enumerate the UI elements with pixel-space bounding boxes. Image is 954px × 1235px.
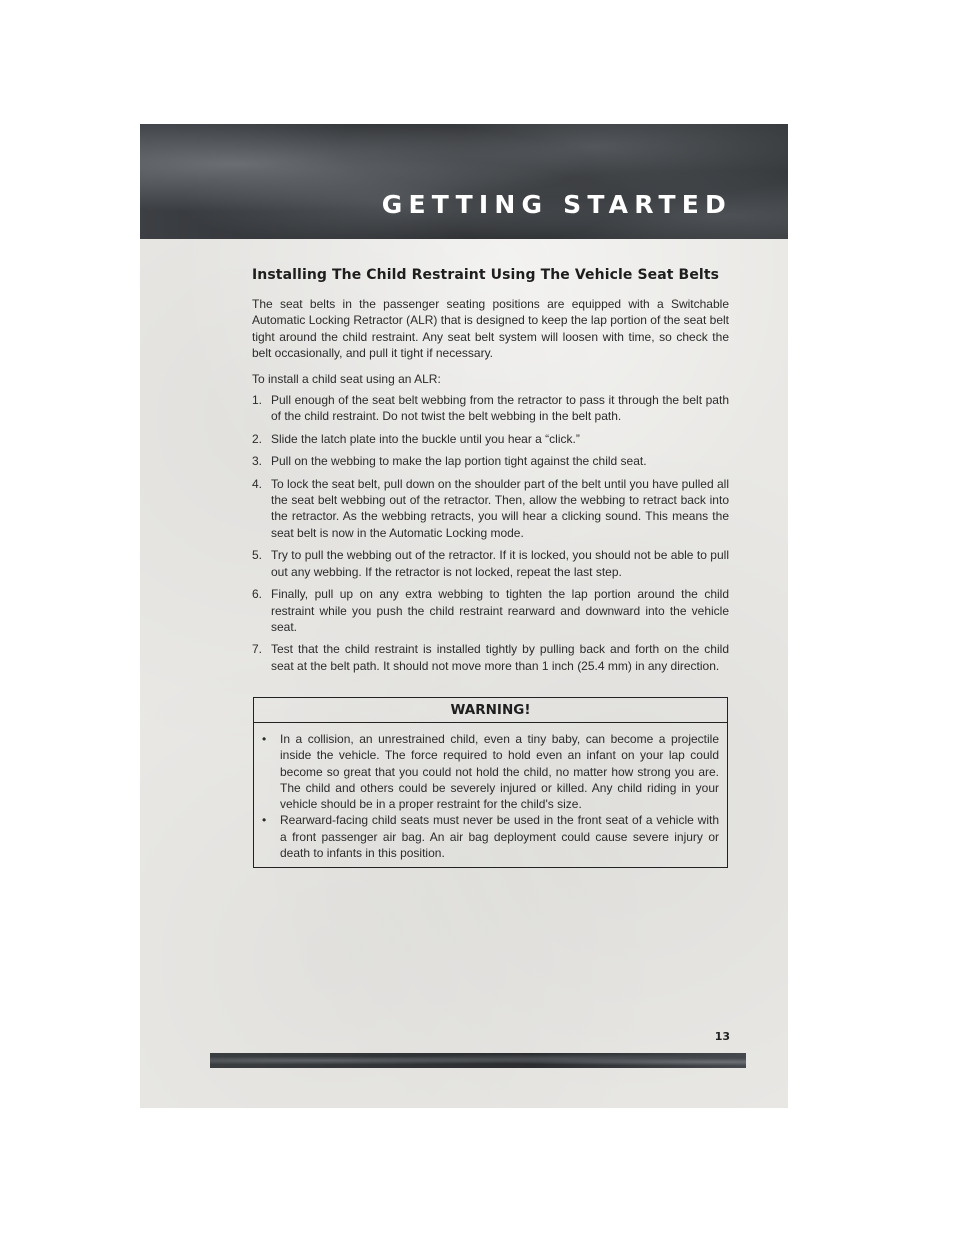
header-band (140, 124, 788, 239)
step-item (252, 392, 729, 425)
step-item (252, 586, 729, 635)
step-text: Pull on the webbing to make the lap portion tight against the child seat. (271, 454, 647, 469)
warning-list (262, 731, 719, 861)
step-item (252, 431, 729, 447)
lead-paragraph: The seat belts in the passenger seating positions are equipped with a Switchable Automatic Locking Retractor (ALR) that is designed to keep the lap portion of the seat belt tight around the child restraint. Any seat belt system will loosen with time, so check the belt occasionally, and pull it tight if necessary. (252, 297, 729, 361)
footer-band (210, 1053, 746, 1068)
step-number: 5. (252, 548, 263, 563)
warning-text: In a collision, an unrestrained child, even a tiny baby, can become a projectile inside the vehicle. The force required to hold even an infant on your lap could become so great that you could not hold the child, no matter how strong you are. The child and others could be severely injured or killed. Any child riding in your vehicle should be in a proper restraint for the child's size. (280, 732, 719, 812)
step-text: Slide the latch plate into the buckle until you hear a “click.” (271, 431, 580, 446)
step-text: Finally, pull up on any extra webbing to tighten the lap portion around the child restraint while you push the child restraint rearward and downward into the vehicle seat. (271, 587, 729, 634)
step-number: 3. (252, 454, 263, 469)
step-text: Test that the child restraint is installed tightly by pulling back and forth on the child seat at the belt path. It should not move more than 1 inch (25.4 mm) in any direction. (271, 642, 729, 673)
step-item (252, 641, 729, 674)
step-text: To lock the seat belt, pull down on the shoulder part of the belt until you have pulled all the seat belt webbing out of the retractor. Then, allow the webbing to retract back into the retractor. As the webbing retracts, you will hear a clicking sound. This means the seat belt is now in the Automatic Locking mode. (271, 476, 729, 540)
warning-text: Rearward-facing child seats must never be used in the front seat of a vehicle with a front passenger air bag. An air bag deployment could cause severe injury or death to infants in this position. (280, 813, 719, 861)
step-text: Pull enough of the seat belt webbing from the retractor to pass it through the belt path of the child restraint. Do not twist the belt webbing in the belt path. (271, 393, 729, 424)
step-number: 1. (252, 393, 263, 408)
article-heading: Installing The Child Restraint Using The Vehicle Seat Belts (252, 267, 720, 283)
warning-title: WARNING! (254, 698, 727, 723)
bullet-icon: • (262, 732, 267, 746)
step-number: 6. (252, 587, 263, 602)
section-title: GETTING STARTED (381, 190, 732, 219)
step-item (252, 476, 729, 542)
page-number: 13 (714, 1030, 730, 1043)
bullet-icon: • (262, 813, 267, 828)
warning-box (253, 697, 728, 868)
warning-body (254, 723, 727, 861)
step-item (252, 547, 729, 580)
step-number: 7. (252, 642, 263, 657)
warning-item (262, 812, 719, 861)
article-content (252, 265, 729, 680)
warning-item (262, 731, 719, 812)
step-number: 4. (252, 476, 263, 491)
step-item (252, 453, 729, 469)
step-text: Try to pull the webbing out of the retractor. If it is locked, you should not be able to pull out any webbing. If the retractor is not locked, repeat the last step. (271, 548, 729, 579)
manual-page (140, 124, 788, 1108)
intro-paragraph: To install a child seat using an ALR: (252, 371, 441, 386)
step-number: 2. (252, 431, 263, 446)
steps-list (252, 392, 729, 674)
